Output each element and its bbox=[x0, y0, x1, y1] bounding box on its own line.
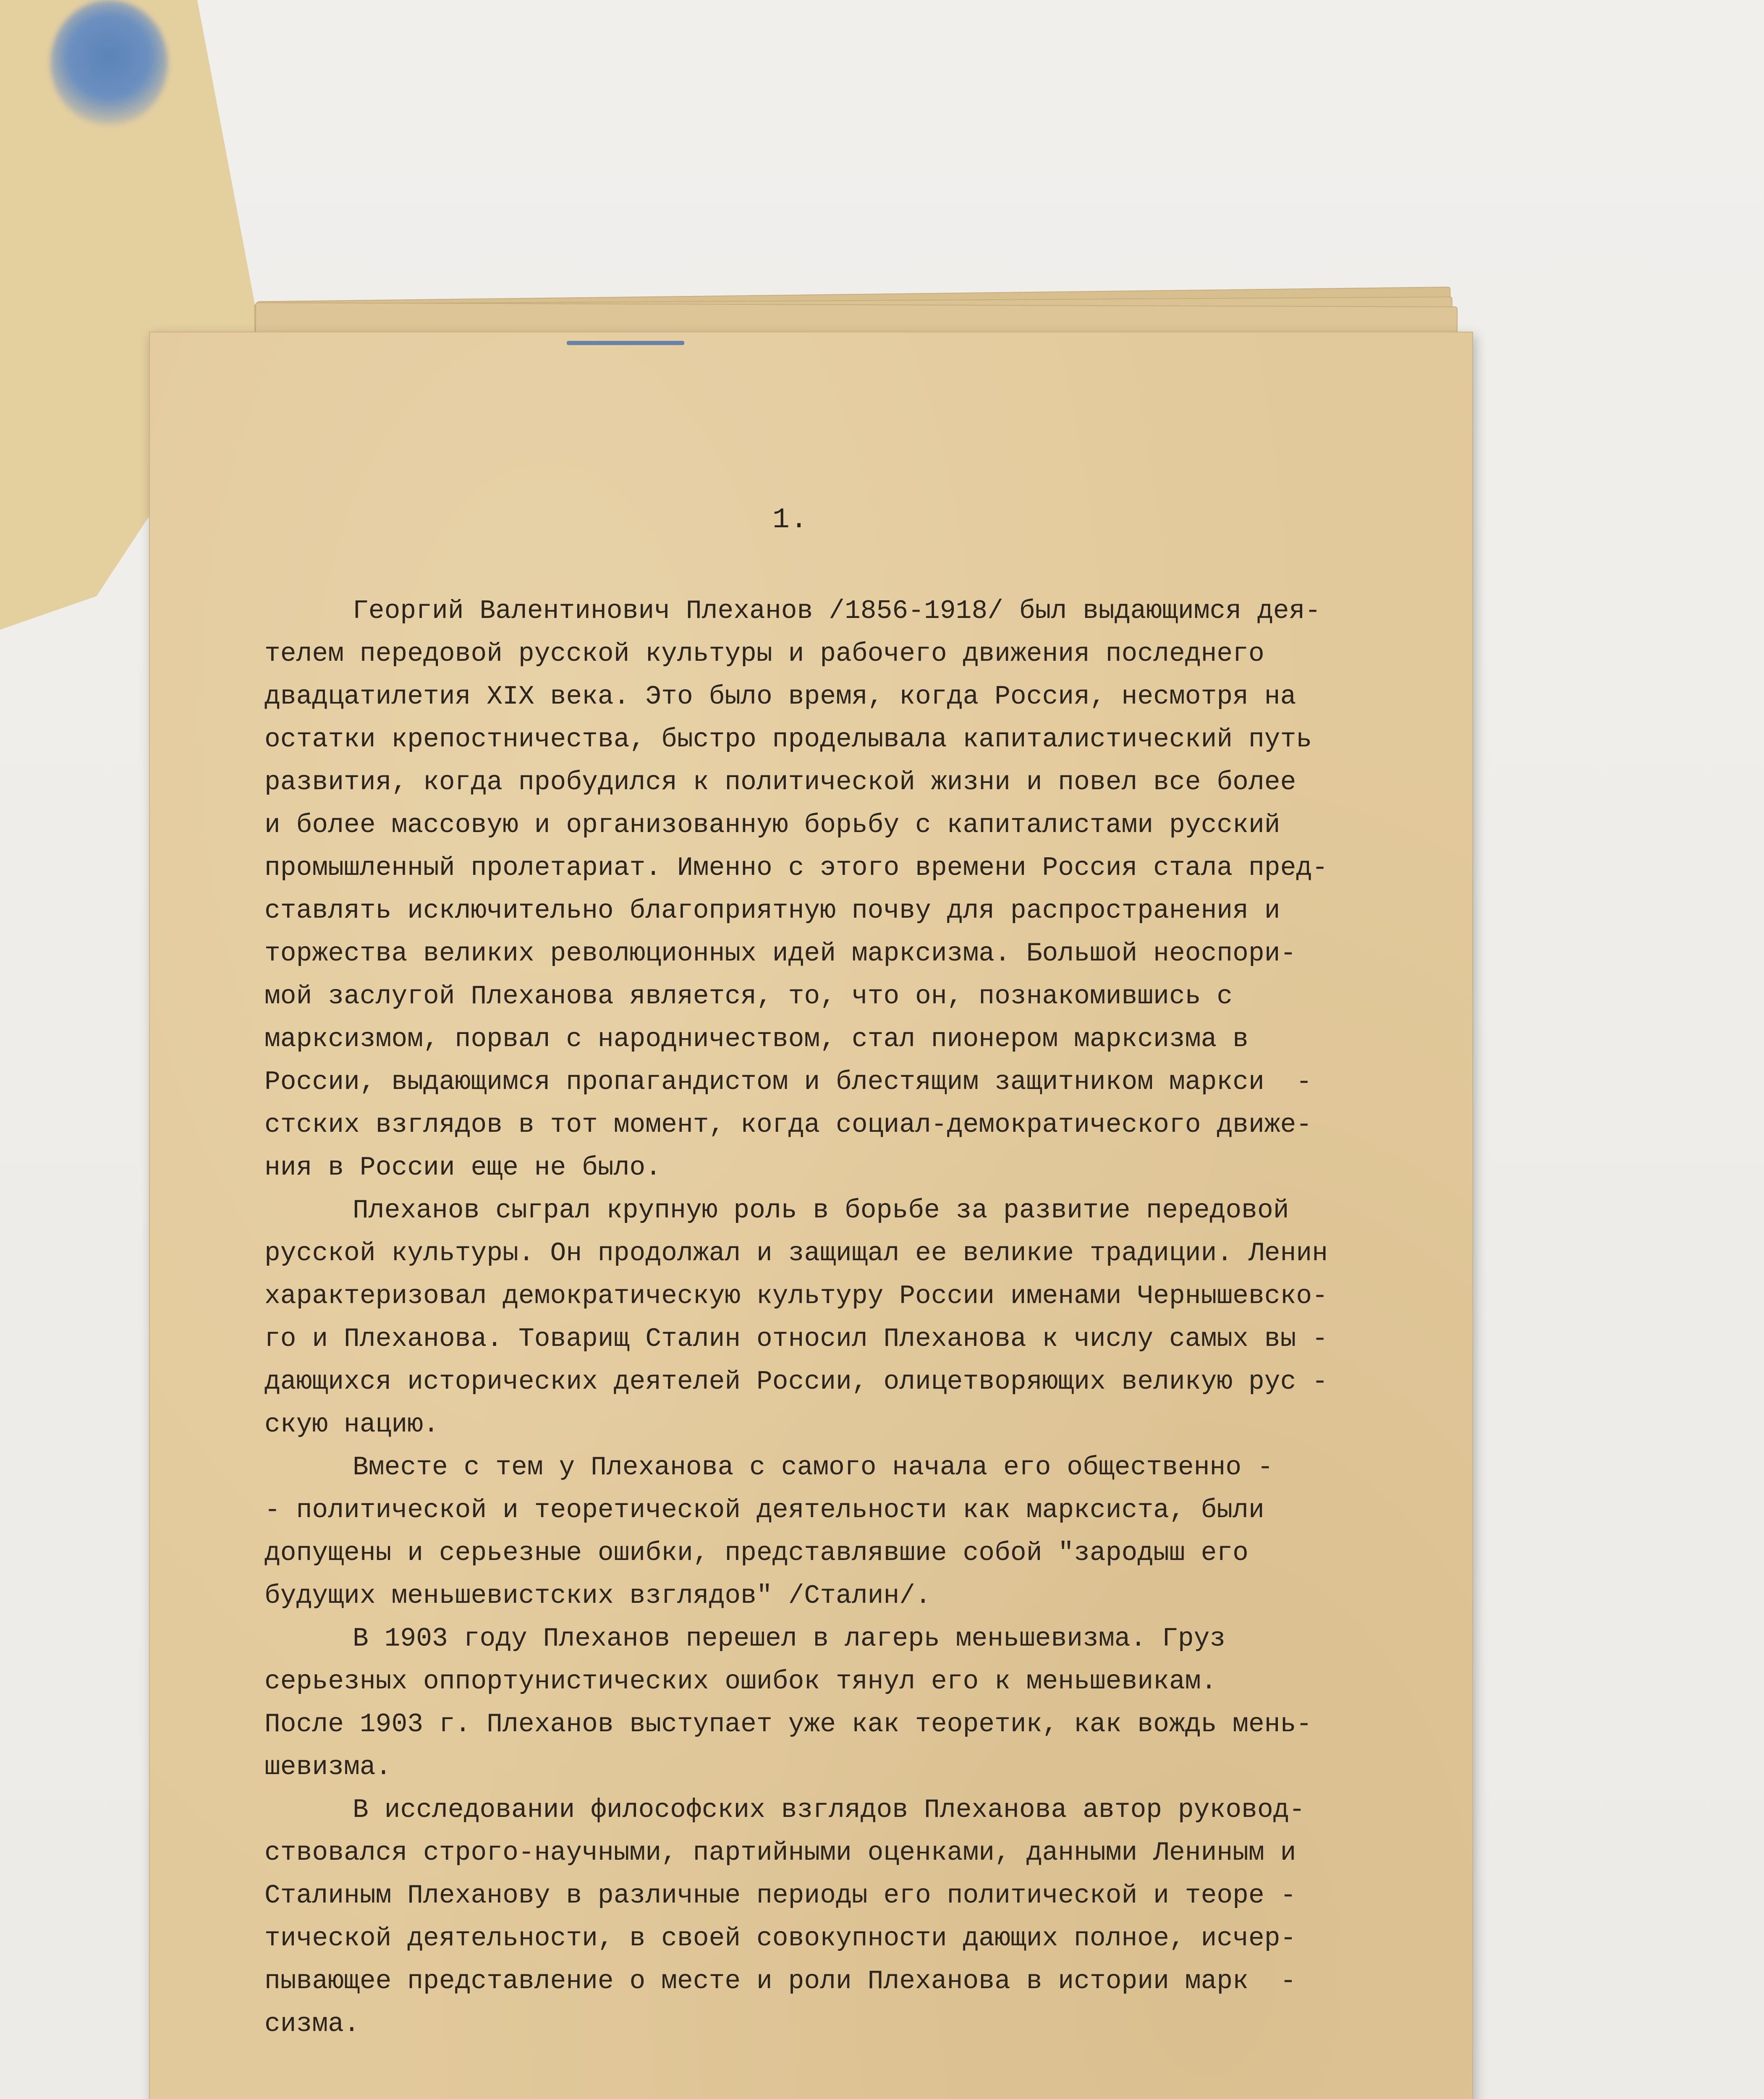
text-line: серьезных оппортунистических ошибок тянул его к меньшевикам. bbox=[264, 1667, 1217, 1696]
text-line: и более массовую и организованную борьбу с капиталистами русский bbox=[264, 810, 1280, 840]
text-line: Сталиным Плеханову в различные периоды его политической и теоре - bbox=[264, 1881, 1296, 1911]
text-line: скую нацию. bbox=[264, 1410, 439, 1439]
text-line: промышленный пролетариат. Именно с этого времени Россия стала пред- bbox=[264, 853, 1328, 883]
text-line: развития, когда пробудился к политической жизни и повел все более bbox=[264, 767, 1296, 797]
text-line: В 1903 году Плеханов перешел в лагерь меньшевизма. Груз bbox=[353, 1624, 1226, 1654]
text-line: мой заслугой Плеханова является, то, что он, познакомившись с bbox=[264, 981, 1233, 1011]
text-line: марксизмом, порвал с народничеством, стал пионером марксизма в bbox=[264, 1024, 1248, 1054]
text-line: русской культуры. Он продолжал и защищал ее великие традиции. Ленин bbox=[264, 1238, 1328, 1268]
text-line: После 1903 г. Плеханов выступает уже как теоретик, как вождь мень- bbox=[264, 1709, 1312, 1739]
text-line: телем передовой русской культуры и рабочего движения последнего bbox=[264, 639, 1264, 669]
text-line: допущены и серьезные ошибки, представлявшие собой "зародыш его bbox=[264, 1538, 1248, 1568]
text-line: будущих меньшевистских взглядов" /Сталин/. bbox=[264, 1581, 931, 1611]
page-number: 1. bbox=[772, 504, 809, 536]
text-line: Вместе с тем у Плеханова с самого начала его общественно - bbox=[353, 1453, 1273, 1482]
text-line: остатки крепостничества, быстро проделывала капиталистический путь bbox=[264, 725, 1312, 754]
text-line: Георгий Валентинович Плеханов /1856-1918/ был выдающимся дея- bbox=[353, 596, 1321, 626]
text-line: ствовался строго-научными, партийными оценками, данными Лениным и bbox=[264, 1838, 1296, 1868]
text-line: дающихся исторических деятелей России, олицетворяющих великую рус - bbox=[264, 1367, 1328, 1397]
text-line: стских взглядов в тот момент, когда социал-демократического движе- bbox=[264, 1110, 1312, 1140]
text-line: шевизма. bbox=[264, 1752, 392, 1782]
text-line: двадцатилетия XIX века. Это было время, когда Россия, несмотря на bbox=[264, 682, 1296, 712]
text-line: - политической и теоретической деятельности как марксиста, были bbox=[264, 1495, 1264, 1525]
text-line: го и Плеханова. Товарищ Сталин относил Плеханова к числу самых вы - bbox=[264, 1324, 1328, 1354]
text-line: ставлять исключительно благоприятную почву для распространения и bbox=[264, 896, 1280, 926]
text-line: характеризовал демократическую культуру России именами Чернышевско- bbox=[264, 1281, 1328, 1311]
text-line: тической деятельности, в своей совокупности дающих полное, исчер- bbox=[264, 1924, 1296, 1953]
text-line: пывающее представление о месте и роли Плеханова в истории марк - bbox=[264, 1966, 1296, 1996]
text-line: Плеханов сыграл крупную роль в борьбе за развитие передовой bbox=[353, 1196, 1289, 1225]
text-line: ния в России еще не было. bbox=[264, 1153, 662, 1183]
text-line: В исследовании философских взглядов Плеханова автор руковод- bbox=[353, 1795, 1305, 1825]
text-line: сизма. bbox=[264, 2009, 360, 2039]
text-line: торжества великих революционных идей марксизма. Большой неоспори- bbox=[264, 939, 1296, 968]
text-line: России, выдающимся пропагандистом и блестящим защитником маркси - bbox=[264, 1067, 1312, 1097]
